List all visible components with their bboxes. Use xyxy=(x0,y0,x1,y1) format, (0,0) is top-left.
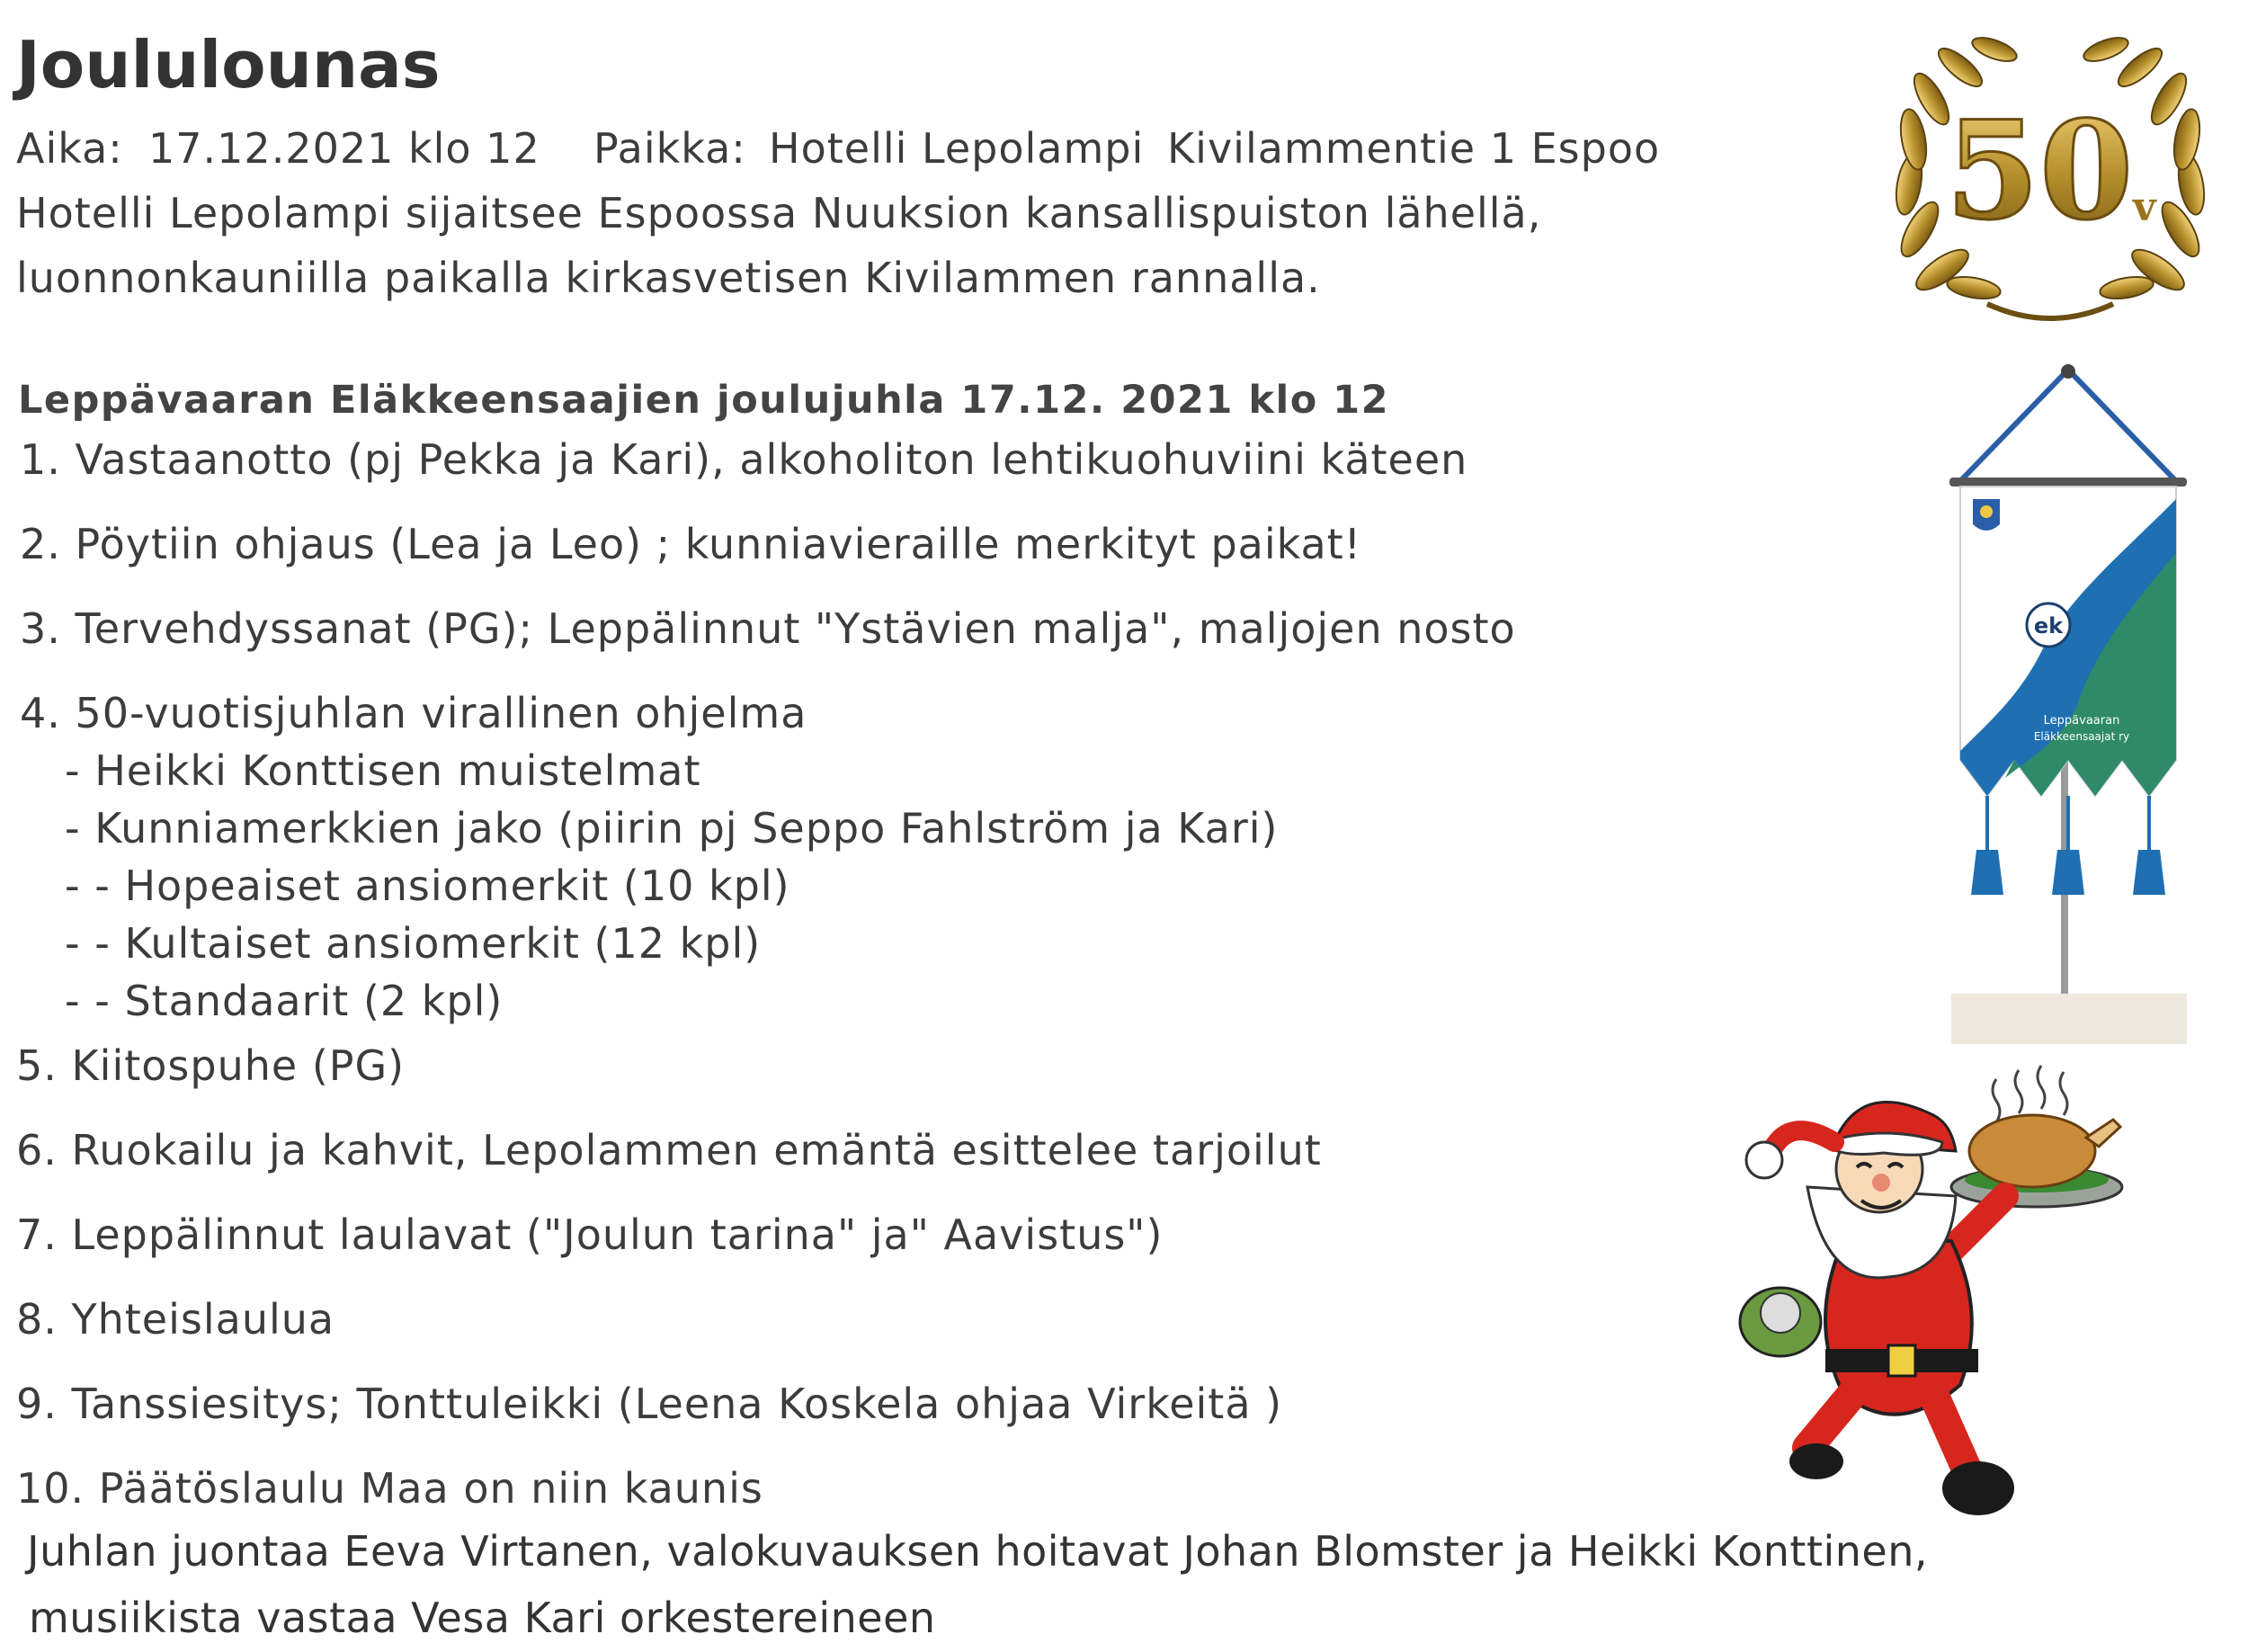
laurel-wreath-50-icon xyxy=(1879,18,2221,333)
program-item-7: 7. Leppälinnut laulavat ("Joulun tarina" ja" Aavistus") xyxy=(16,1210,1164,1259)
time-value: 17.12.2021 klo 12 xyxy=(148,124,540,173)
place-value: Hotelli Lepolampi xyxy=(769,124,1145,173)
description-line-2: luonnonkauniilla paikalla kirkasvetisen Kivilammen rannalla. xyxy=(16,254,1321,302)
santa-with-turkey-icon xyxy=(1708,1052,2158,1520)
address: Kivilammentie 1 Espoo xyxy=(1167,124,1661,173)
footer-line-1: Juhlan juontaa Eeva Virtanen, valokuvauksen hoitavat Johan Blomster ja Heikki Konttinen, xyxy=(27,1527,1928,1576)
program-subitem-kultaiset: - - Kultaiset ansiomerkit (12 kpl) xyxy=(65,919,762,968)
program-subitem-standaarit: - - Standaarit (2 kpl) xyxy=(65,977,504,1025)
badge-number: 50 xyxy=(1945,92,2134,250)
program-subtitle: Leppävaaran Eläkkeensaajien joulujuhla 17.12. 2021 klo 12 xyxy=(18,378,1390,423)
badge-suffix: v xyxy=(2133,184,2156,230)
program-item-8: 8. Yhteislaulua xyxy=(16,1295,335,1344)
time-label: Aika: xyxy=(16,124,123,173)
pennant-flag-icon xyxy=(1933,364,2203,1048)
program-item-10: 10. Päätöslaulu Maa on niin kaunis xyxy=(16,1464,763,1513)
program-item-3: 3. Tervehdyssanat (PG); Leppälinnut "Ystävien malja", maljojen nosto xyxy=(20,604,1516,653)
program-item-5: 5. Kiitospuhe (PG) xyxy=(16,1041,406,1090)
program-item-2: 2. Pöytiin ohjaus (Lea ja Leo) ; kunniavieraille merkityt paikat! xyxy=(20,520,1362,568)
program-item-4: 4. 50-vuotisjuhlan virallinen ohjelma xyxy=(20,689,807,737)
place-label: Paikka: xyxy=(593,124,746,173)
description-line-1: Hotelli Lepolampi sijaitsee Espoossa Nuuksion kansallispuiston lähellä, xyxy=(16,189,1542,237)
page-title: Joululounas xyxy=(16,27,441,103)
program-item-9: 9. Tanssiesitys; Tonttuleikki (Leena Koskela ohjaa Virkeitä ) xyxy=(16,1380,1283,1428)
pennant-caption-1: Leppävaaran xyxy=(2043,714,2120,728)
footer-line-2: musiikista vastaa Vesa Kari orkestereineen xyxy=(29,1594,936,1642)
pennant-caption-2: Eläkkeensaajat ry xyxy=(2033,730,2130,743)
program-item-1: 1. Vastaanotto (pj Pekka ja Kari), alkoholiton lehtikuohuviini käteen xyxy=(20,435,1468,484)
program-subitem-kunniamerkit: - Kunniamerkkien jako (piirin pj Seppo Fahlström ja Kari) xyxy=(65,804,1279,853)
pennant-emblem: ek xyxy=(2033,613,2064,638)
program-subitem-muistelmat: - Heikki Konttisen muistelmat xyxy=(65,746,701,795)
program-subitem-hopeaiset: - - Hopeaiset ansiomerkit (10 kpl) xyxy=(65,862,790,910)
program-item-6: 6. Ruokailu ja kahvit, Lepolammen emäntä esittelee tarjoilut xyxy=(16,1126,1322,1174)
